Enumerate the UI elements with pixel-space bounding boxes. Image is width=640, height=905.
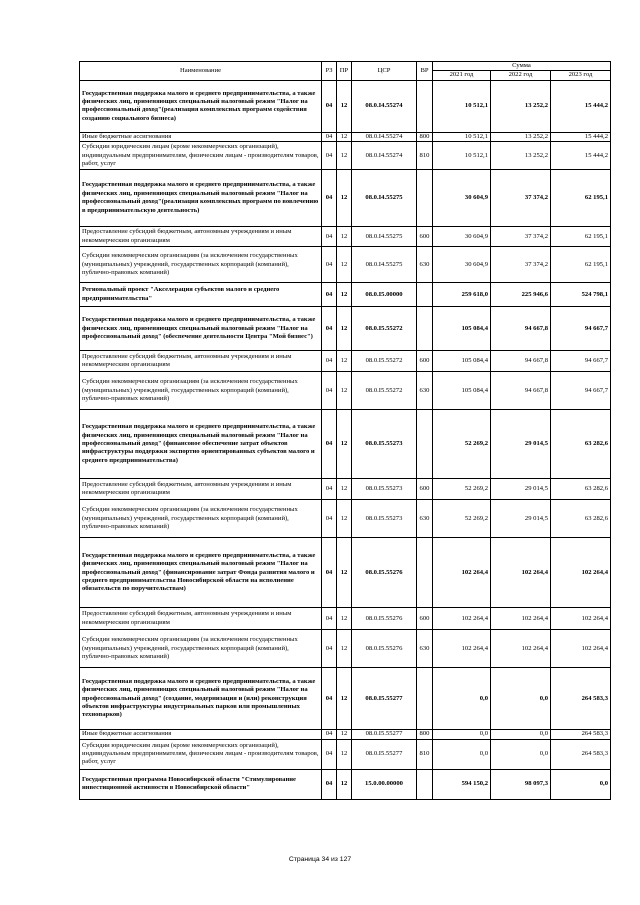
cell-rz: 04 xyxy=(322,142,337,170)
cell-vr: 630 xyxy=(417,247,433,283)
cell-2022: 0,0 xyxy=(491,739,551,769)
cell-csr: 08.0.I5.00000 xyxy=(352,283,417,307)
cell-rz: 04 xyxy=(322,500,337,538)
cell-2022: 37 374,2 xyxy=(491,227,551,247)
cell-csr: 08.0.I5.55272 xyxy=(352,372,417,410)
cell-csr: 08.0.I5.55273 xyxy=(352,500,417,538)
cell-name: Иные бюджетные ассигнования xyxy=(80,730,322,739)
cell-pr: 12 xyxy=(337,170,352,227)
cell-rz: 04 xyxy=(322,769,337,799)
table-row xyxy=(80,372,611,410)
cell-2023: 102 264,4 xyxy=(551,538,611,608)
cell-pr: 12 xyxy=(337,608,352,630)
cell-2023: 63 282,6 xyxy=(551,479,611,500)
cell-pr: 12 xyxy=(337,668,352,730)
cell-vr: 600 xyxy=(417,351,433,372)
cell-2022: 94 667,8 xyxy=(491,372,551,410)
cell-pr: 12 xyxy=(337,739,352,769)
cell-rz: 04 xyxy=(322,351,337,372)
cell-2021: 30 604,9 xyxy=(433,227,491,247)
cell-name: Предоставление субсидий бюджетным, автономным учреждениям и иным некоммерческим организациям xyxy=(80,227,322,247)
cell-name: Субсидии некоммерческим организациям (за исключением государственных (муниципальных) учреждений, государственных корпораций (компаний), публично-правовых компаний) xyxy=(80,500,322,538)
table-row xyxy=(80,730,611,739)
cell-vr xyxy=(417,538,433,608)
cell-2021: 30 604,9 xyxy=(433,247,491,283)
cell-2022: 0,0 xyxy=(491,668,551,730)
cell-vr xyxy=(417,283,433,307)
cell-rz: 04 xyxy=(322,668,337,730)
page-footer: Страница 34 из 127 xyxy=(288,856,352,863)
header-vr: ВР xyxy=(417,62,433,81)
header-year-2023: 2023 год xyxy=(551,71,611,80)
cell-pr: 12 xyxy=(337,247,352,283)
cell-name: Государственная программа Новосибирской области "Стимулирование инвестиционной активности в Новосибирской области" xyxy=(80,769,322,799)
cell-rz: 04 xyxy=(322,307,337,351)
cell-csr: 08.0.I5.55277 xyxy=(352,668,417,730)
table-row xyxy=(80,283,611,307)
cell-2021: 102 264,4 xyxy=(433,608,491,630)
cell-rz: 04 xyxy=(322,410,337,479)
cell-csr: 08.0.I5.55272 xyxy=(352,307,417,351)
cell-rz: 04 xyxy=(322,372,337,410)
budget-table xyxy=(79,61,611,800)
cell-2023: 94 667,7 xyxy=(551,351,611,372)
header-rz: РЗ xyxy=(322,62,337,81)
cell-name: Субсидии некоммерческим организациям (за исключением государственных (муниципальных) учреждений, государственных корпораций (компаний), публично-правовых компаний) xyxy=(80,372,322,410)
cell-2021: 52 269,2 xyxy=(433,500,491,538)
cell-2023: 15 444,2 xyxy=(551,142,611,170)
cell-2022: 13 252,2 xyxy=(491,142,551,170)
cell-2023: 264 583,3 xyxy=(551,668,611,730)
cell-rz: 04 xyxy=(322,538,337,608)
table-row xyxy=(80,630,611,668)
cell-name: Региональный проект "Акселерация субъектов малого и среднего предпринимательства" xyxy=(80,283,322,307)
header-year-2021: 2021 год xyxy=(433,71,491,80)
cell-rz: 04 xyxy=(322,227,337,247)
cell-2023: 94 667,7 xyxy=(551,372,611,410)
cell-2022: 29 014,5 xyxy=(491,410,551,479)
cell-name: Субсидии некоммерческим организациям (за исключением государственных (муниципальных) учреждений, государственных корпораций (компаний), публично-правовых компаний) xyxy=(80,247,322,283)
header-name: Наименование xyxy=(80,62,322,81)
cell-2023: 62 195,1 xyxy=(551,227,611,247)
table-row xyxy=(80,227,611,247)
cell-rz: 04 xyxy=(322,247,337,283)
header-pr: ПР xyxy=(337,62,352,81)
cell-name: Предоставление субсидий бюджетным, автономным учреждениям и иным некоммерческим организациям xyxy=(80,351,322,372)
table-body xyxy=(80,80,611,799)
header-csr: ЦСР xyxy=(352,62,417,81)
cell-2022: 29 014,5 xyxy=(491,479,551,500)
cell-vr: 600 xyxy=(417,608,433,630)
cell-2023: 524 798,1 xyxy=(551,283,611,307)
cell-2023: 62 195,1 xyxy=(551,170,611,227)
table-row xyxy=(80,739,611,769)
header-year-2022: 2022 год xyxy=(491,71,551,80)
cell-csr: 08.0.I5.55276 xyxy=(352,630,417,668)
cell-pr: 12 xyxy=(337,80,352,132)
cell-csr: 08.0.I4.55275 xyxy=(352,227,417,247)
table-row xyxy=(80,479,611,500)
cell-2023: 94 667,7 xyxy=(551,307,611,351)
header-sum: Сумма xyxy=(433,62,611,71)
cell-2022: 0,0 xyxy=(491,730,551,739)
cell-2021: 10 512,1 xyxy=(433,142,491,170)
cell-2021: 102 264,4 xyxy=(433,630,491,668)
cell-name: Государственная поддержка малого и среднего предпринимательства, а также физических лиц, применяющих специальный налоговый режим "Налог на профессиональный доход"(реализация комплексных программ содействия созданию социального бизнеса) xyxy=(80,80,322,132)
cell-2021: 30 604,9 xyxy=(433,170,491,227)
cell-pr: 12 xyxy=(337,479,352,500)
cell-name: Государственная поддержка малого и среднего предпринимательства, а также физических лиц, применяющих специальный налоговый режим "Налог на профессиональный доход"(реализация комплексных программ по вовлечению в предпринимательскую деятельность) xyxy=(80,170,322,227)
cell-csr: 15.0.00.00000 xyxy=(352,769,417,799)
cell-csr: 08.0.I5.55277 xyxy=(352,739,417,769)
cell-pr: 12 xyxy=(337,500,352,538)
cell-2021: 102 264,4 xyxy=(433,538,491,608)
cell-2021: 52 269,2 xyxy=(433,479,491,500)
cell-csr: 08.0.I5.55277 xyxy=(352,730,417,739)
cell-vr: 630 xyxy=(417,372,433,410)
cell-2021: 0,0 xyxy=(433,730,491,739)
cell-csr: 08.0.I5.55276 xyxy=(352,608,417,630)
cell-csr: 08.0.I5.55272 xyxy=(352,351,417,372)
cell-rz: 04 xyxy=(322,739,337,769)
cell-2023: 102 264,4 xyxy=(551,630,611,668)
cell-name: Субсидии юридическим лицам (кроме некоммерческих организаций), индивидуальным предпринимателям, физическим лицам - производителям товаров, работ, услуг xyxy=(80,739,322,769)
cell-pr: 12 xyxy=(337,283,352,307)
cell-2023: 102 264,4 xyxy=(551,608,611,630)
cell-pr: 12 xyxy=(337,410,352,479)
cell-csr: 08.0.I4.55274 xyxy=(352,132,417,141)
cell-pr: 12 xyxy=(337,769,352,799)
cell-rz: 04 xyxy=(322,608,337,630)
cell-rz: 04 xyxy=(322,730,337,739)
cell-vr: 630 xyxy=(417,630,433,668)
cell-name: Государственная поддержка малого и среднего предпринимательства, а также физических лиц, применяющих специальный налоговый режим "Налог на профессиональный доход" (обеспечение деятельности Центра "Мой бизнес") xyxy=(80,307,322,351)
cell-name: Государственная поддержка малого и среднего предпринимательства, а также физических лиц, применяющих специальный налоговый режим "Налог на профессиональный доход" (финансовое обеспечение затрат объектов инфраструктуры поддержки экспортно ориентированных субъектов малого и среднего предпринимательства) xyxy=(80,410,322,479)
cell-name: Иные бюджетные ассигнования xyxy=(80,132,322,141)
cell-2022: 225 946,6 xyxy=(491,283,551,307)
cell-2021: 259 618,0 xyxy=(433,283,491,307)
cell-2021: 105 084,4 xyxy=(433,372,491,410)
cell-2021: 52 269,2 xyxy=(433,410,491,479)
table-row xyxy=(80,668,611,730)
cell-csr: 08.0.I4.55275 xyxy=(352,247,417,283)
cell-csr: 08.0.I4.55275 xyxy=(352,170,417,227)
cell-pr: 12 xyxy=(337,538,352,608)
table-row xyxy=(80,608,611,630)
cell-rz: 04 xyxy=(322,132,337,141)
cell-csr: 08.0.I5.55273 xyxy=(352,479,417,500)
cell-vr xyxy=(417,410,433,479)
cell-2022: 94 667,8 xyxy=(491,351,551,372)
cell-2023: 63 282,6 xyxy=(551,410,611,479)
cell-2021: 105 084,4 xyxy=(433,351,491,372)
cell-2022: 37 374,2 xyxy=(491,170,551,227)
cell-2022: 13 252,2 xyxy=(491,132,551,141)
cell-vr: 800 xyxy=(417,132,433,141)
cell-2021: 10 512,1 xyxy=(433,80,491,132)
cell-csr: 08.0.I5.55273 xyxy=(352,410,417,479)
cell-csr: 08.0.I5.55276 xyxy=(352,538,417,608)
table-row xyxy=(80,351,611,372)
cell-name: Предоставление субсидий бюджетным, автономным учреждениям и иным некоммерческим организациям xyxy=(80,479,322,500)
cell-csr: 08.0.I4.55274 xyxy=(352,142,417,170)
cell-name: Предоставление субсидий бюджетным, автономным учреждениям и иным некоммерческим организациям xyxy=(80,608,322,630)
table-row xyxy=(80,132,611,141)
cell-2021: 0,0 xyxy=(433,739,491,769)
cell-2022: 102 264,4 xyxy=(491,608,551,630)
table-row xyxy=(80,500,611,538)
cell-rz: 04 xyxy=(322,283,337,307)
cell-pr: 12 xyxy=(337,227,352,247)
cell-vr: 810 xyxy=(417,142,433,170)
table-row xyxy=(80,538,611,608)
cell-2022: 37 374,2 xyxy=(491,247,551,283)
cell-2023: 15 444,2 xyxy=(551,80,611,132)
cell-2021: 105 084,4 xyxy=(433,307,491,351)
cell-vr: 600 xyxy=(417,479,433,500)
cell-2021: 10 512,1 xyxy=(433,132,491,141)
cell-vr: 630 xyxy=(417,500,433,538)
cell-2023: 62 195,1 xyxy=(551,247,611,283)
cell-2023: 15 444,2 xyxy=(551,132,611,141)
cell-2021: 594 150,2 xyxy=(433,769,491,799)
cell-2022: 102 264,4 xyxy=(491,538,551,608)
cell-2023: 264 583,3 xyxy=(551,739,611,769)
cell-vr xyxy=(417,170,433,227)
cell-name: Государственная поддержка малого и среднего предпринимательства, а также физических лиц, применяющих специальный налоговый режим "Налог на профессиональный доход" (финансирование затрат Фонда развития малого и среднего предпринимательства Новосибирской области на исполнение обязательств по поручительствам) xyxy=(80,538,322,608)
table-row xyxy=(80,142,611,170)
cell-2022: 102 264,4 xyxy=(491,630,551,668)
cell-pr: 12 xyxy=(337,307,352,351)
cell-vr xyxy=(417,80,433,132)
cell-2023: 63 282,6 xyxy=(551,500,611,538)
cell-pr: 12 xyxy=(337,132,352,141)
cell-2022: 94 667,8 xyxy=(491,307,551,351)
cell-pr: 12 xyxy=(337,142,352,170)
cell-2023: 264 583,3 xyxy=(551,730,611,739)
table-row xyxy=(80,410,611,479)
table-header xyxy=(80,62,611,81)
cell-csr: 08.0.I4.55274 xyxy=(352,80,417,132)
table-row xyxy=(80,769,611,799)
cell-name: Субсидии некоммерческим организациям (за исключением государственных (муниципальных) учреждений, государственных корпораций (компаний), публично-правовых компаний) xyxy=(80,630,322,668)
cell-rz: 04 xyxy=(322,630,337,668)
cell-name: Государственная поддержка малого и среднего предпринимательства, а также физических лиц, применяющих специальный налоговый режим "Налог на профессиональный доход" (создание, модернизация и (или) реконструкция объектов инфраструктуры индустриальных парков или промышленных технопарков) xyxy=(80,668,322,730)
cell-pr: 12 xyxy=(337,372,352,410)
table-row xyxy=(80,247,611,283)
cell-rz: 04 xyxy=(322,479,337,500)
cell-vr xyxy=(417,769,433,799)
cell-pr: 12 xyxy=(337,351,352,372)
table-row xyxy=(80,307,611,351)
cell-pr: 12 xyxy=(337,730,352,739)
cell-2022: 29 014,5 xyxy=(491,500,551,538)
cell-rz: 04 xyxy=(322,80,337,132)
table-row xyxy=(80,170,611,227)
cell-rz: 04 xyxy=(322,170,337,227)
cell-pr: 12 xyxy=(337,630,352,668)
cell-vr xyxy=(417,307,433,351)
cell-vr: 800 xyxy=(417,730,433,739)
cell-name: Субсидии юридическим лицам (кроме некоммерческих организаций), индивидуальным предпринимателям, физическим лицам - производителям товаров, работ, услуг xyxy=(80,142,322,170)
cell-vr xyxy=(417,668,433,730)
table-row xyxy=(80,80,611,132)
cell-vr: 810 xyxy=(417,739,433,769)
cell-2021: 0,0 xyxy=(433,668,491,730)
cell-2022: 98 097,3 xyxy=(491,769,551,799)
cell-2022: 13 252,2 xyxy=(491,80,551,132)
cell-2023: 0,0 xyxy=(551,769,611,799)
cell-vr: 600 xyxy=(417,227,433,247)
